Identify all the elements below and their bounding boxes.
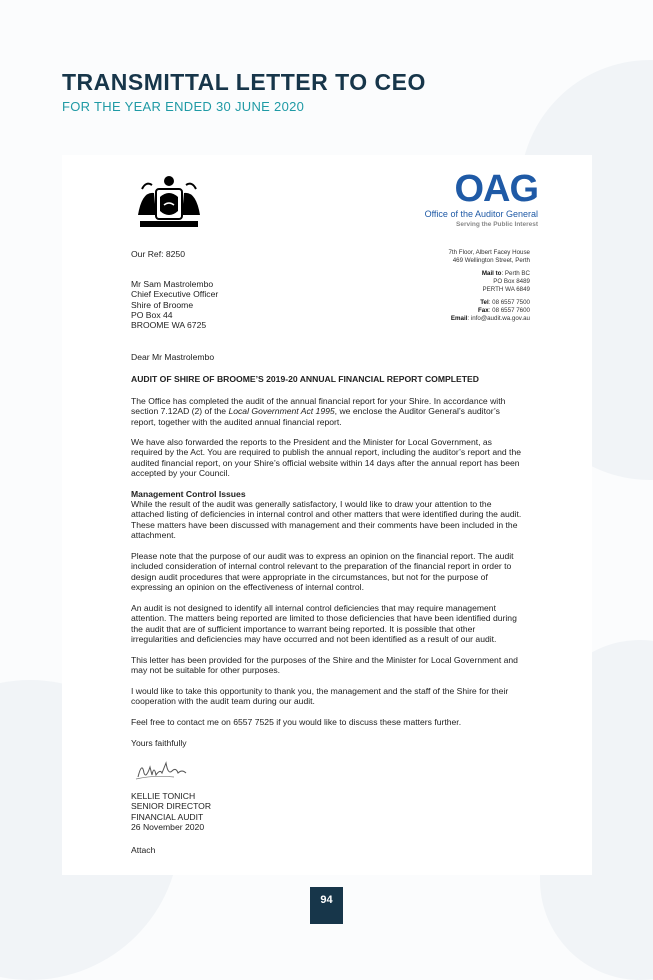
coat-of-arms-icon [134,175,204,236]
our-ref: Our Ref: 8250 [131,249,185,259]
section-heading: Management Control Issues [131,489,246,499]
recipient-line: Mr Sam Mastrolembo [131,279,214,289]
signer-line: FINANCIAL AUDIT [131,811,204,822]
letter-subject: AUDIT OF SHIRE OF BROOME’S 2019-20 ANNUAL FINANCIAL REPORT COMPLETED [131,374,479,384]
signer-line: KELLIE TONICH [131,791,196,801]
signature-icon [134,755,194,790]
address-line: PERTH WA 6849 [482,286,530,293]
paragraph: Feel free to contact me on 6557 7525 if you would like to discuss these matters further. [131,717,462,727]
signature-block [131,791,523,832]
recipient-line: Shire of Broome [131,299,194,310]
recipient-line: Chief Executive Officer [131,289,219,300]
oag-logo [408,169,538,229]
address-line: 7th Floor, Albert Facey House [448,249,530,256]
recipient-line: PO Box 44 [131,309,173,320]
office-address [370,249,530,323]
paragraph: We have also forwarded the reports to the President and the Minister for Local Government, as required by the Act. You are required to publish the annual report, including the auditor’s report and the audited financial report, on your Shire’s official website within 14 days after the annual report has been accepted by your Council. [131,437,522,478]
tel-line: Tel: 08 6557 7500 [480,299,530,306]
attach-label: Attach [131,845,156,855]
oag-logo-mark: OAG [454,168,538,210]
address-line: Mail to: Perth BC [481,270,530,277]
oag-logo-name: Office of the Auditor General [424,209,538,219]
paragraph: Please note that the purpose of our audit was to express an opinion on the financial report. The audit included consideration of internal control relevant to the preparation of the financial report in order to design audit procedures that were appropriate in the circumstances, but not for the purpose of expressing an opinion on the effectiveness of internal control. [131,551,514,592]
address-line: 469 Wellington Street, Perth [452,257,530,264]
letter-page [62,155,592,875]
signer-line: 26 November 2020 [131,821,205,832]
email-line: Email: info@audit.wa.gov.au [450,315,530,322]
page-number: 94 [310,887,343,924]
paragraph: The Office has completed the audit of the annual financial report for your Shire. In accordance with section 7.12AD (2) of the Local Government Act 1995, we enclose the Auditor General’s auditor’s report, together with the audited annual financial report. [131,396,506,427]
signer-line: SENIOR DIRECTOR [131,801,212,812]
paragraph: An audit is not designed to identify all internal control deficiencies that may require management attention. The matters being reported are limited to those deficiencies that have been identified during the audit that are of sufficient importance to warrant being reported. It is possible that other irregularities and deficiencies may have occurred and not been identified as a result of our audit. [131,603,517,644]
recipient-line: BROOME WA 6725 [131,320,207,331]
paragraph: While the result of the audit was generally satisfactory, I would like to draw your attention to the attached listing of deficiencies in internal control and other matters that were identified during the audit. These matters have been discussed with management and their comments have been included in the attachment. [131,499,522,540]
address-line: PO Box 8489 [493,278,530,285]
recipient-address [131,279,218,330]
page-subtitle: FOR THE YEAR ENDED 30 JUNE 2020 [62,99,305,114]
page-title: TRANSMITTAL LETTER TO CEO [62,69,426,95]
closing: Yours faithfully [131,738,187,748]
paragraph: I would like to take this opportunity to thank you, the management and the staff of the Shire for their cooperation with the audit team during our audit. [131,686,509,707]
oag-logo-tagline: Serving the Public Interest [456,221,538,228]
salutation: Dear Mr Mastrolembo [131,352,215,362]
paragraph: This letter has been provided for the purposes of the Shire and the Minister for Local Government and may not be suitable for other purposes. [131,655,518,676]
fax-line: Fax: 08 6557 7600 [478,307,530,314]
